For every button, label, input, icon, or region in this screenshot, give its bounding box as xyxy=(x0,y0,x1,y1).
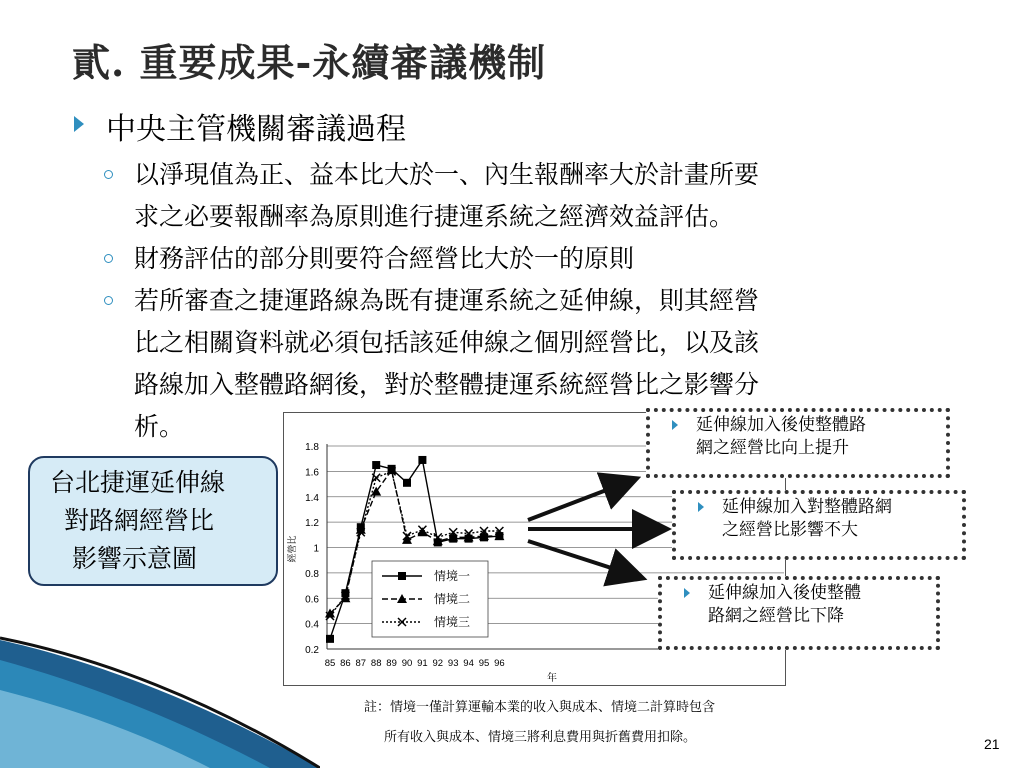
caption-line: 影響示意圖 xyxy=(72,544,198,573)
sub-bullet-line: 財務評估的部分則要符合經營比大於一的原則 xyxy=(134,244,635,273)
y-tick-label: 0.8 xyxy=(305,568,319,580)
slide-title: 貳. 重要成果-永續審議機制 xyxy=(72,40,547,85)
x-tick-label: 92 xyxy=(432,658,444,669)
x-tick-label: 87 xyxy=(355,658,367,669)
annotation-ratio-up xyxy=(646,408,950,478)
legend-box xyxy=(372,561,488,637)
y-tick-label: 1.2 xyxy=(305,518,319,530)
annotation-line: 之經營比影響不大 xyxy=(722,520,858,540)
sub-bullet-line: 若所審查之捷運路線為既有捷運系統之延伸線，則其經營 xyxy=(134,286,760,315)
annotation-line: 延伸線加入後使整體 xyxy=(708,583,861,603)
y-tick-label: 0.2 xyxy=(305,645,319,656)
x-tick-label: 96 xyxy=(494,658,505,669)
y-tick-label: 1 xyxy=(313,543,319,555)
annotation-line: 路網之經營比下降 xyxy=(708,606,844,626)
triangle-bullet-icon xyxy=(672,420,678,430)
sub-bullet-line: 求之必要報酬率為原則進行捷運系統之經濟效益評估。 xyxy=(134,202,735,231)
triangle-bullet-icon xyxy=(698,502,704,512)
x-tick-label: 88 xyxy=(370,658,382,669)
decorative-swoosh xyxy=(0,620,320,768)
data-point xyxy=(418,456,426,464)
legend-label: 情境一 xyxy=(434,569,471,583)
x-tick-label: 90 xyxy=(401,658,413,669)
y-tick-label: 0.6 xyxy=(305,594,319,606)
legend-label: 情境三 xyxy=(434,615,471,629)
chart-caption-box xyxy=(28,456,278,586)
caption-line: 台北捷運延伸線 xyxy=(50,468,226,497)
x-tick-label: 94 xyxy=(463,658,474,669)
annotation-ratio-down xyxy=(658,576,940,650)
annotation-line: 延伸線加入後使整體路 xyxy=(696,415,866,435)
x-tick-label: 86 xyxy=(340,658,351,669)
triangle-bullet-icon xyxy=(684,588,690,598)
circle-bullet-icon xyxy=(104,254,113,263)
sub-bullet-line: 析。 xyxy=(134,412,185,441)
x-tick-label: 89 xyxy=(386,658,397,669)
triangle-bullet-icon xyxy=(74,116,84,132)
sub-bullet-line: 比之相關資料就必須包括該延伸線之個別經營比，以及該 xyxy=(134,328,760,357)
bullet-level1-text: 中央主管機關審議過程 xyxy=(106,112,406,147)
circle-bullet-icon xyxy=(104,296,113,305)
annotation-ratio-same xyxy=(672,490,966,560)
caption-line: 對路網經營比 xyxy=(64,506,215,535)
legend-marker xyxy=(398,572,406,580)
sub-bullet-line: 以淨現值為正、益本比大於一、內生報酬率大於計畫所要 xyxy=(134,160,760,189)
y-tick-label: 0.4 xyxy=(305,619,319,631)
x-tick-label: 95 xyxy=(478,658,490,669)
annotation-line: 延伸線加入對整體路網 xyxy=(722,497,892,517)
legend-label: 情境二 xyxy=(434,592,471,606)
data-point xyxy=(326,635,334,643)
x-tick-label: 91 xyxy=(417,658,428,669)
y-tick-label: 1.6 xyxy=(305,467,319,479)
circle-bullet-icon xyxy=(104,170,113,179)
y-tick-label: 1.4 xyxy=(305,492,319,504)
y-axis-label: 經營比 xyxy=(287,535,297,563)
footnote-line: 註：情境一僅計算運輸本業的收入與成本、情境二計算時包含 xyxy=(364,700,716,715)
data-point xyxy=(403,479,411,487)
data-point xyxy=(372,461,380,469)
sub-bullet-line: 路線加入整體路網後，對於整體捷運系統經營比之影響分 xyxy=(134,370,760,399)
footnote-line: 所有收入與成本、情境三將利息費用與折舊費用扣除。 xyxy=(384,730,697,745)
y-tick-label: 1.8 xyxy=(305,442,319,453)
x-tick-label: 93 xyxy=(447,658,459,669)
data-point xyxy=(417,527,427,536)
x-axis-label: 年 xyxy=(547,673,557,684)
x-tick-label: 85 xyxy=(324,658,336,669)
annotation-line: 網之經營比向上提升 xyxy=(696,438,849,458)
page-number: 21 xyxy=(984,736,1000,752)
